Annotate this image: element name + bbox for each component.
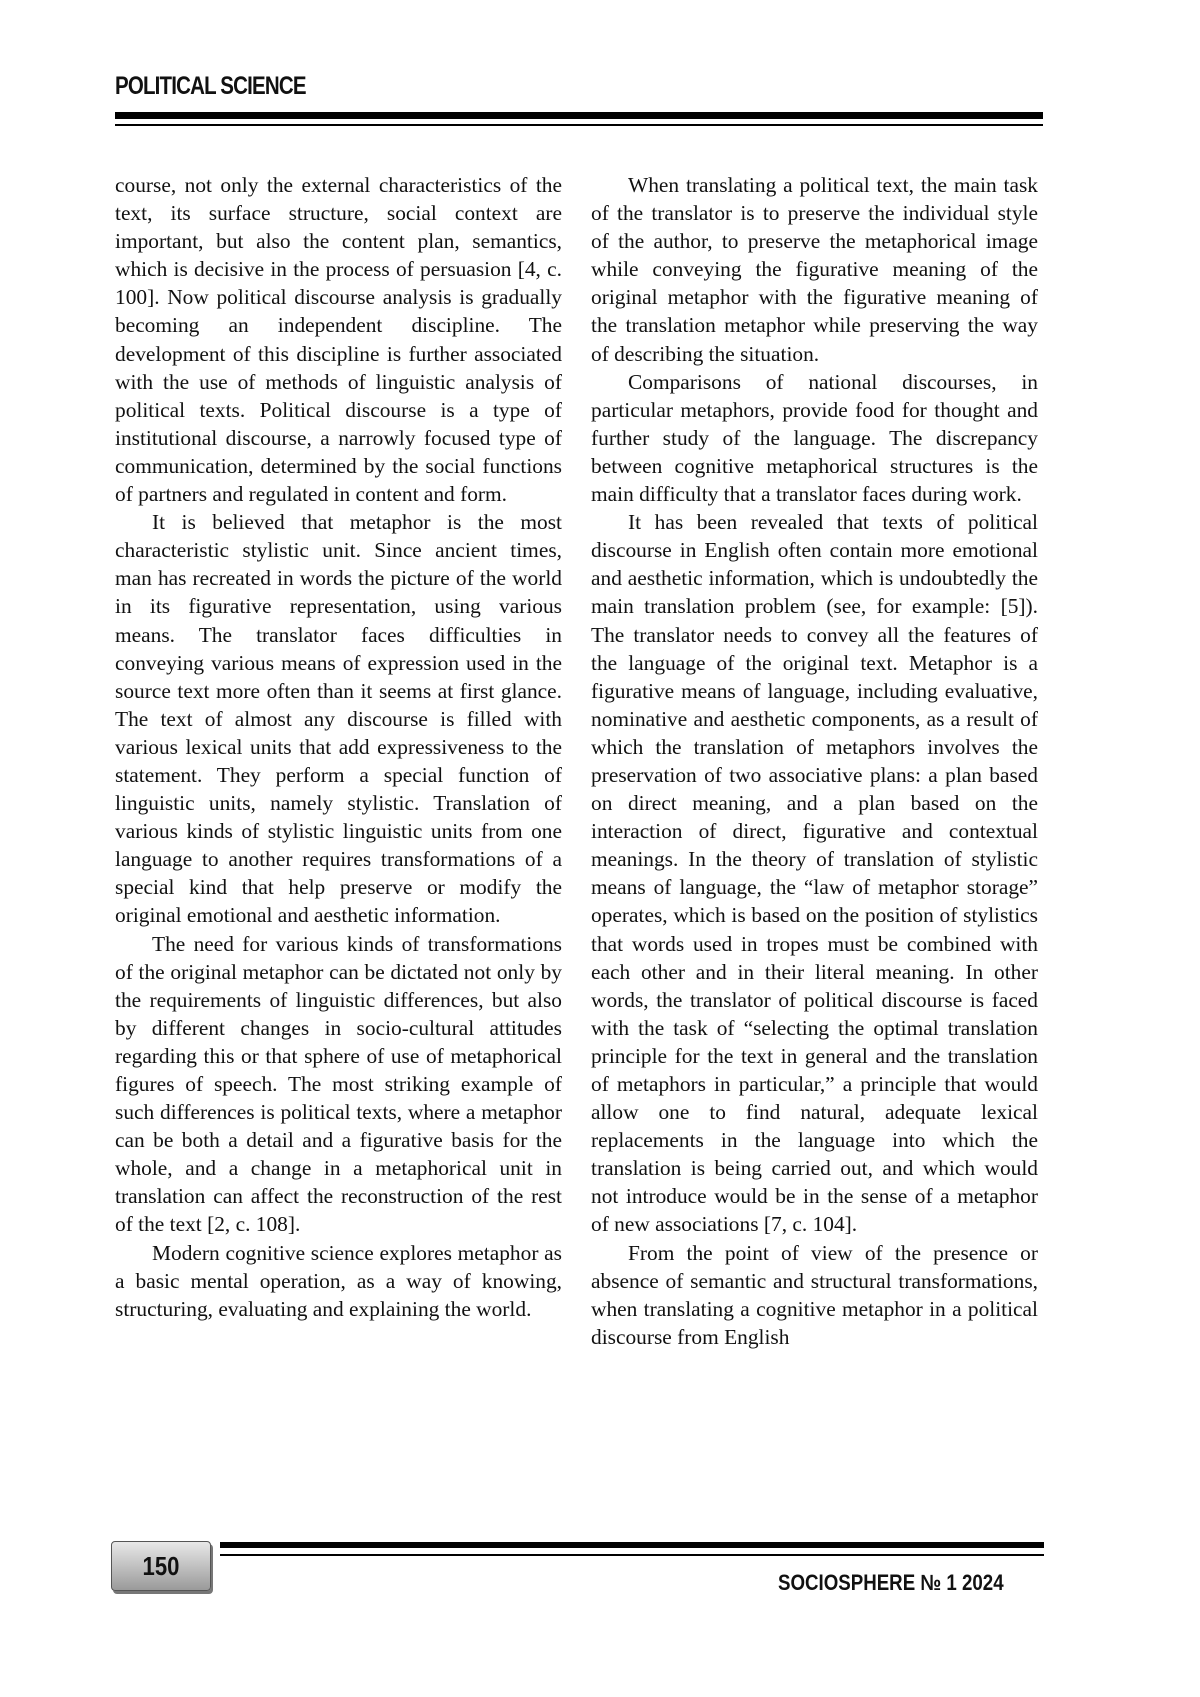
page-number: 150 xyxy=(142,1551,180,1581)
paragraph: Modern cognitive science explores metaphor as a basic mental operation, as a way of knowing, structuring, evaluating and explaining the world. xyxy=(115,1240,562,1321)
footer-rule-thick xyxy=(220,1542,1044,1548)
paragraph: course, not only the external characteristics of the text, its surface structure, social context are important, but also the content plan, semantics, which is decisive in the process of persuasion [4, c. 100]. Now political discourse analysis is gradually becoming an independent discipline. The development of this discipline is further associated with the use of methods of linguistic analysis of political texts. Political discourse is a type of institutional discourse, a narrowly focused type of communication, determined by the social functions of partners and regulated in content and form. xyxy=(115,173,562,507)
footer-rule-thin xyxy=(220,1554,1044,1556)
paragraph: When translating a political text, the main task of the translator is to preserve the individual style of the author, to preserve the metaphorical image while conveying the figurative meaning of the original metaphor with the figurative meaning of the translation metaphor while preserving the way of describing the situation. xyxy=(591,173,1038,366)
paragraph: The need for various kinds of transformations of the original metaphor can be dictated not only by the requirements of linguistic differences, but also by different changes in socio-cultural attitudes regarding this or that sphere of use of metaphorical figures of speech. The most striking example of such differences is political texts, where a metaphor can be both a detail and a figurative basis for the whole, and a change in a metaphorical unit in translation can affect the reconstruction of the rest of the text [2, c. 108]. xyxy=(115,931,562,1237)
header-rule-thin xyxy=(115,124,1043,126)
paragraph: Comparisons of national discourses, in particular metaphors, provide food for thought and further study of the language. The discrepancy between cognitive metaphorical structures is the main difficulty that a translator faces during work. xyxy=(591,369,1038,507)
left-column xyxy=(115,171,562,1323)
paragraph: It is believed that metaphor is the most characteristic stylistic unit. Since ancient times, man has recreated in words the picture of the world in its figurative representation, using various means. The translator faces difficulties in conveying various means of expression used in the source text more often than it seems at first glance. The text of almost any discourse is filled with various lexical units that add expressiveness to the statement. They perform a special function of linguistic units, namely stylistic. Translation of various kinds of stylistic linguistic units from one language to another requires transformations of a special kind that help preserve or modify the original emotional and aesthetic information. xyxy=(115,510,562,928)
journal-name: SOCIOSPHERE № 1 2024 xyxy=(778,1570,1004,1595)
paragraph: It has been revealed that texts of political discourse in English often contain more emotional and aesthetic information, which is undoubtedly the main translation problem (see, for example: [5]). The translator needs to convey all the features of the language of the original text. Metaphor is a figurative means of language, including evaluative, nominative and aesthetic components, as a result of which the translation of metaphors involves the preservation of two associative plans: a plan based on direct meaning, and a plan based on the interaction of direct, figurative and contextual meanings. In the theory of translation of stylistic means of language, the “law of metaphor storage” operates, which is based on the position of stylistics that words used in tropes must be combined with each other and in their literal meaning. In other words, the translator of political discourse is faced with the task of “selecting the optimal translation principle for the text in general and the translation of metaphors in particular,” a principle that would allow one to find natural, adequate lexical replacements in the language into which the translation is being carried out, and which would not introduce would be in the sense of a metaphor of new associations [7, c. 104]. xyxy=(591,510,1038,1237)
right-column xyxy=(591,171,1038,1351)
paragraph: From the point of view of the presence or absence of semantic and structural transformations, when translating a cognitive metaphor in a political discourse from English xyxy=(591,1240,1038,1349)
section-title: POLITICAL SCIENCE xyxy=(115,72,306,100)
page-number-tab xyxy=(111,1541,211,1591)
header-rule-thick xyxy=(115,112,1043,119)
